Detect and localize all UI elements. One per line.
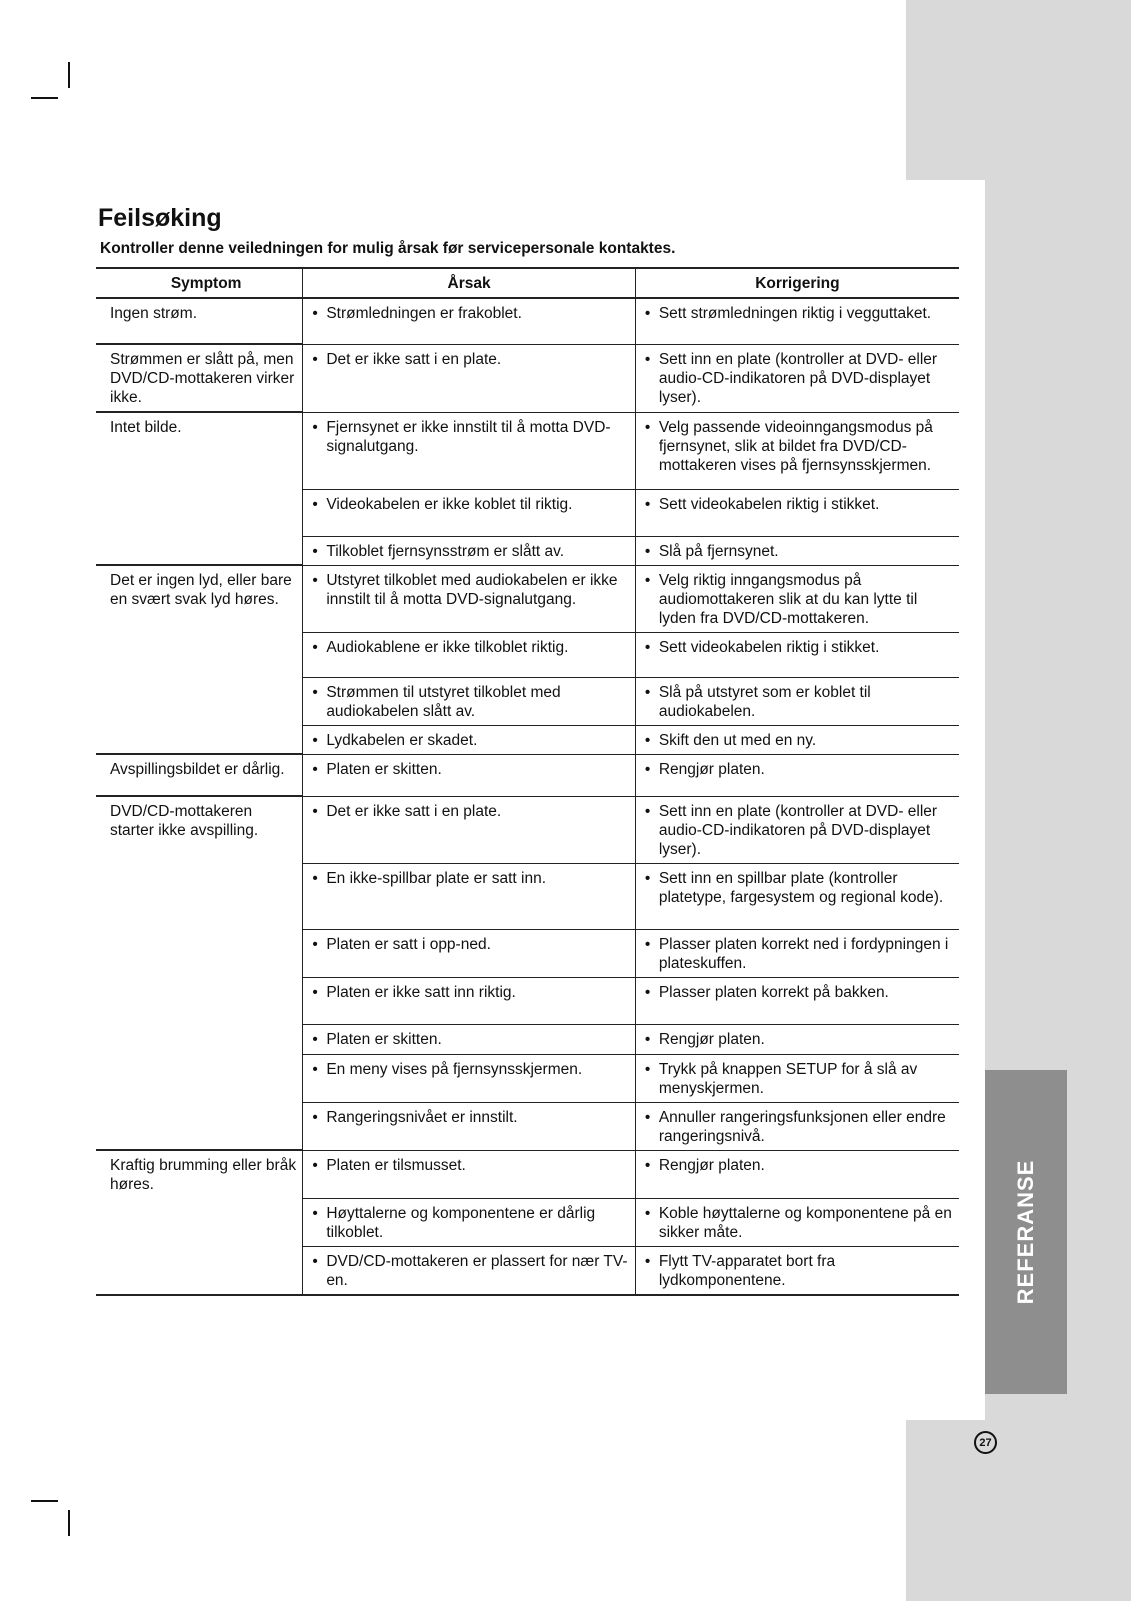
- table-row: [96, 632, 959, 677]
- fix-text: Rengjør platen.: [658, 1156, 765, 1174]
- bullet-icon: •: [644, 935, 651, 953]
- fix-cell: [635, 1246, 959, 1295]
- cause-cell: [303, 1054, 636, 1102]
- fix-text: Sett inn en plate (kontroller at DVD- eller audio-CD-indikatoren på DVD-displayet lyser).: [658, 350, 938, 406]
- cause-text: Platen er ikke satt inn riktig.: [326, 983, 516, 1001]
- side-panel-bottom: [906, 1420, 1131, 1601]
- cause-cell: [303, 536, 636, 565]
- fix-cell: [635, 754, 959, 796]
- fix-text: Flytt TV-apparatet bort fra lydkomponentene.: [658, 1252, 836, 1289]
- fix-text: Slå på utstyret som er koblet til audiokabelen.: [658, 683, 871, 720]
- bullet-icon: •: [644, 1060, 651, 1078]
- cause-cell: [303, 863, 636, 929]
- table-row: [96, 754, 959, 796]
- bullet-icon: •: [644, 1204, 651, 1222]
- cause-cell: [303, 489, 636, 536]
- fix-cell: [635, 536, 959, 565]
- table-row: [96, 1246, 959, 1295]
- bullet-icon: •: [312, 1156, 318, 1174]
- symptom-cell: [96, 1198, 303, 1246]
- bullet-icon: •: [312, 760, 318, 778]
- cause-cell: [303, 754, 636, 796]
- bullet-icon: •: [312, 983, 318, 1001]
- table-row: [96, 565, 959, 632]
- fix-cell: [635, 298, 959, 344]
- cause-cell: [303, 1198, 636, 1246]
- bullet-icon: •: [312, 731, 318, 749]
- bullet-icon: •: [312, 935, 318, 953]
- bullet-icon: •: [644, 638, 651, 656]
- fix-cell: [635, 1150, 959, 1198]
- symptom-cell: [96, 632, 303, 677]
- fix-text: Plasser platen korrekt ned i fordypningen i plateskuffen.: [658, 935, 949, 972]
- fix-text: Sett videokabelen riktig i stikket.: [658, 495, 880, 513]
- bullet-icon: •: [644, 983, 651, 1001]
- fix-text: Sett inn en plate (kontroller at DVD- eller audio-CD-indikatoren på DVD-displayet lyser).: [658, 802, 938, 858]
- symptom-cell: Intet bilde.: [96, 412, 303, 489]
- symptom-cell: Kraftig brumming eller bråk høres.: [96, 1150, 303, 1198]
- table-row: [96, 725, 959, 754]
- crop-mark-top-vertical: [68, 62, 70, 88]
- cause-text: Fjernsynet er ikke innstilt til å motta DVD-signalutgang.: [326, 418, 611, 455]
- cause-text: Platen er skitten.: [326, 760, 442, 778]
- symptom-cell: [96, 677, 303, 725]
- symptom-cell: [96, 1054, 303, 1102]
- table-row: [96, 929, 959, 977]
- symptom-cell: [96, 489, 303, 536]
- fix-text: Sett strømledningen riktig i vegguttaket.: [658, 305, 932, 322]
- bullet-icon: •: [644, 731, 651, 749]
- cause-cell: [303, 977, 636, 1024]
- cause-cell: [303, 1150, 636, 1198]
- cause-cell: [303, 412, 636, 489]
- bullet-icon: •: [644, 1030, 651, 1048]
- bullet-icon: •: [312, 1204, 318, 1222]
- page-number: 27: [974, 1431, 997, 1454]
- fix-cell: [635, 929, 959, 977]
- page-title: Feilsøking: [98, 204, 222, 232]
- crop-mark-bottom-vertical: [68, 1510, 70, 1536]
- fix-cell: [635, 1102, 959, 1150]
- fix-cell: [635, 863, 959, 929]
- bullet-icon: •: [312, 542, 318, 560]
- bullet-icon: •: [644, 760, 651, 778]
- symptom-cell: DVD/CD-mottakeren starter ikke avspilling.: [96, 796, 303, 863]
- cause-cell: [303, 796, 636, 863]
- bullet-icon: •: [644, 542, 651, 560]
- page-subtitle: Kontroller denne veiledningen for mulig årsak før servicepersonale kontaktes.: [100, 240, 676, 257]
- symptom-cell: Det er ingen lyd, eller bare en svært svak lyd høres.: [96, 565, 303, 632]
- section-tab-label: REFERANSE: [1013, 1159, 1038, 1305]
- symptom-cell: [96, 1024, 303, 1054]
- cause-cell: [303, 725, 636, 754]
- cause-text: Audiokablene er ikke tilkoblet riktig.: [326, 638, 569, 656]
- symptom-cell: Ingen strøm.: [96, 298, 303, 344]
- fix-cell: [635, 344, 959, 412]
- table-row: [96, 677, 959, 725]
- fix-cell: [635, 1198, 959, 1246]
- cause-text: Rangeringsnivået er innstilt.: [326, 1108, 518, 1126]
- cause-cell: [303, 677, 636, 725]
- bullet-icon: •: [644, 305, 651, 322]
- cause-cell: [303, 1102, 636, 1150]
- bullet-icon: •: [644, 1156, 651, 1174]
- header-cause: Årsak: [303, 268, 636, 298]
- bullet-icon: •: [644, 802, 651, 820]
- fix-cell: [635, 977, 959, 1024]
- cause-text: Høyttalerne og komponentene er dårlig tilkoblet.: [326, 1204, 596, 1241]
- table-header-row: [96, 268, 959, 298]
- bullet-icon: •: [312, 683, 318, 701]
- cause-text: Utstyret tilkoblet med audiokabelen er ikke innstilt til å motta DVD-signalutgang.: [326, 571, 618, 608]
- fix-cell: [635, 632, 959, 677]
- cause-text: Strømmen til utstyret tilkoblet med audiokabelen slått av.: [326, 683, 561, 720]
- cause-cell: [303, 929, 636, 977]
- fix-text: Velg passende videoinngangsmodus på fjernsynet, slik at bildet fra DVD/CD-mottakeren vises på fjernsynsskjermen.: [658, 418, 933, 474]
- crop-mark-top-horizontal: [31, 97, 58, 99]
- fix-cell: [635, 489, 959, 536]
- table-row: [96, 796, 959, 863]
- fix-text: Skift den ut med en ny.: [658, 731, 817, 749]
- cause-text: Platen er skitten.: [326, 1030, 442, 1048]
- bullet-icon: •: [312, 418, 318, 436]
- cause-text: Lydkabelen er skadet.: [326, 731, 478, 749]
- symptom-cell: [96, 1246, 303, 1295]
- fix-text: Plasser platen korrekt på bakken.: [658, 983, 889, 1001]
- cause-text: DVD/CD-mottakeren er plassert for nær TV-en.: [326, 1252, 628, 1289]
- fix-cell: [635, 1054, 959, 1102]
- cause-cell: [303, 632, 636, 677]
- table-row: [96, 1150, 959, 1198]
- bullet-icon: •: [312, 350, 318, 368]
- cause-text: En meny vises på fjernsynsskjermen.: [326, 1060, 583, 1078]
- table-row: [96, 1102, 959, 1150]
- bullet-icon: •: [644, 869, 651, 887]
- table-row: [96, 1198, 959, 1246]
- bullet-icon: •: [312, 802, 318, 820]
- bullet-icon: •: [644, 1108, 651, 1126]
- cause-cell: [303, 1246, 636, 1295]
- fix-cell: [635, 565, 959, 632]
- bullet-icon: •: [312, 305, 318, 322]
- cause-text: Videokabelen er ikke koblet til riktig.: [326, 495, 573, 513]
- table-row: [96, 1054, 959, 1102]
- bullet-icon: •: [312, 638, 318, 656]
- table-row: [96, 863, 959, 929]
- table-row: [96, 536, 959, 565]
- table-row: [96, 298, 959, 344]
- bullet-icon: •: [312, 1252, 318, 1270]
- bullet-icon: •: [312, 1108, 318, 1126]
- bullet-icon: •: [312, 1030, 318, 1048]
- cause-text: Tilkoblet fjernsynsstrøm er slått av.: [326, 542, 565, 560]
- bullet-icon: •: [312, 495, 318, 513]
- section-tab: [985, 1070, 1067, 1394]
- table-row: [96, 977, 959, 1024]
- cause-text: En ikke-spillbar plate er satt inn.: [326, 869, 546, 887]
- bullet-icon: •: [644, 350, 651, 368]
- fix-text: Sett inn en spillbar plate (kontroller platetype, fargesystem og regional kode).: [658, 869, 944, 906]
- fix-cell: [635, 725, 959, 754]
- header-fix: Korrigering: [635, 268, 959, 298]
- fix-text: Velg riktig inngangsmodus på audiomottakeren slik at du kan lytte til lyden fra DVD/CD-mottakeren.: [658, 571, 918, 627]
- cause-text: Det er ikke satt i en plate.: [326, 350, 502, 368]
- crop-mark-bottom-horizontal: [31, 1500, 58, 1502]
- fix-text: Slå på fjernsynet.: [658, 542, 779, 560]
- bullet-icon: •: [644, 683, 651, 701]
- fix-text: Annuller rangeringsfunksjonen eller endre rangeringsnivå.: [658, 1108, 946, 1145]
- bullet-icon: •: [312, 571, 318, 589]
- symptom-cell: [96, 929, 303, 977]
- cause-cell: [303, 565, 636, 632]
- bullet-icon: •: [644, 495, 651, 513]
- fix-text: Sett videokabelen riktig i stikket.: [658, 638, 880, 656]
- cause-text: Platen er satt i opp-ned.: [326, 935, 491, 953]
- symptom-cell: [96, 1102, 303, 1150]
- fix-text: Trykk på knappen SETUP for å slå av menyskjermen.: [658, 1060, 918, 1097]
- fix-cell: [635, 677, 959, 725]
- symptom-cell: Strømmen er slått på, men DVD/CD-mottakeren virker ikke.: [96, 344, 303, 412]
- symptom-cell: [96, 725, 303, 754]
- header-symptom: Symptom: [96, 268, 303, 298]
- symptom-cell: [96, 977, 303, 1024]
- table-row: [96, 1024, 959, 1054]
- cause-cell: [303, 1024, 636, 1054]
- cause-text: Platen er tilsmusset.: [326, 1156, 466, 1174]
- cause-cell: [303, 298, 636, 344]
- symptom-cell: Avspillingsbildet er dårlig.: [96, 754, 303, 796]
- fix-cell: [635, 412, 959, 489]
- fix-text: Rengjør platen.: [658, 760, 765, 778]
- fix-cell: [635, 1024, 959, 1054]
- fix-text: Rengjør platen.: [658, 1030, 765, 1048]
- bullet-icon: •: [644, 571, 651, 589]
- cause-cell: [303, 344, 636, 412]
- cause-text: Det er ikke satt i en plate.: [326, 802, 502, 820]
- bullet-icon: •: [312, 1060, 318, 1078]
- troubleshooting-table: [96, 267, 959, 1296]
- table-row: [96, 344, 959, 412]
- table-row: [96, 412, 959, 489]
- bullet-icon: •: [312, 869, 318, 887]
- fix-cell: [635, 796, 959, 863]
- side-panel-top: [906, 0, 1131, 180]
- symptom-cell: [96, 536, 303, 565]
- cause-text: Strømledningen er frakoblet.: [326, 305, 522, 322]
- fix-text: Koble høyttalerne og komponentene på en sikker måte.: [658, 1204, 952, 1241]
- bullet-icon: •: [644, 418, 651, 436]
- table-row: [96, 489, 959, 536]
- bullet-icon: •: [644, 1252, 651, 1270]
- symptom-cell: [96, 863, 303, 929]
